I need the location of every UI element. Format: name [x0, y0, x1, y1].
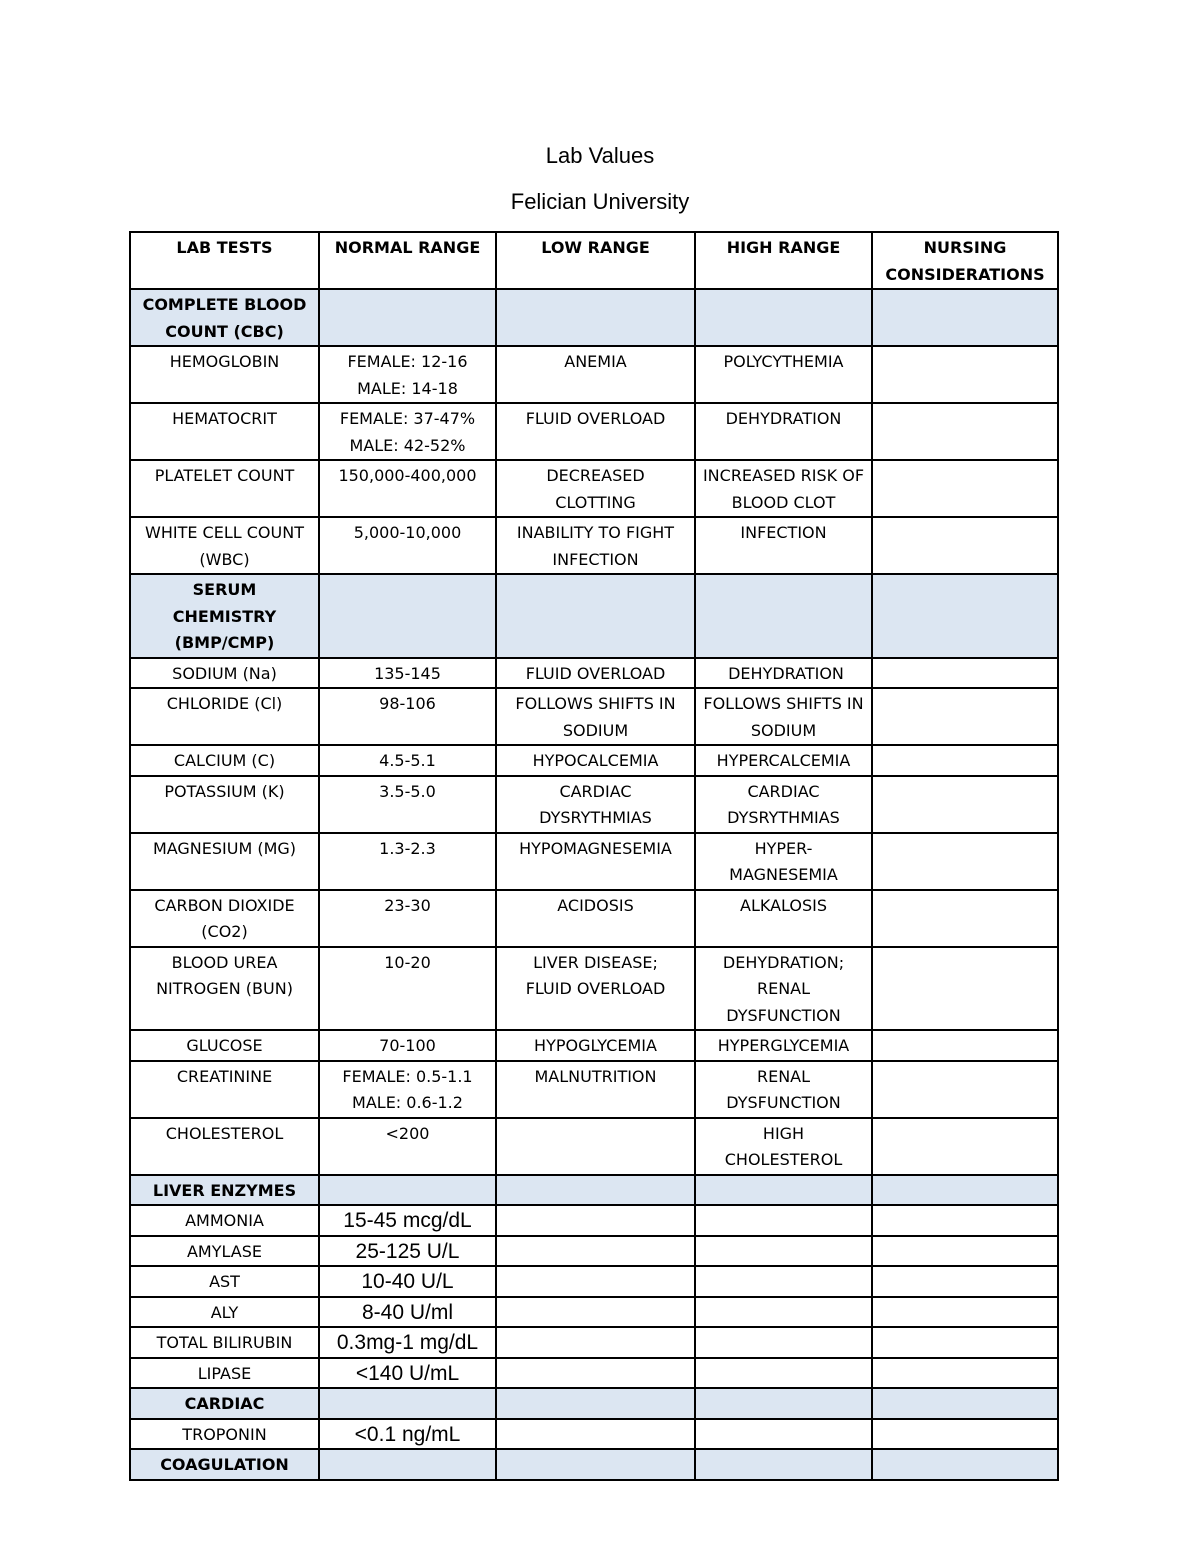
cell-nursing [872, 688, 1058, 745]
cell-low: FLUID OVERLOAD [496, 403, 695, 460]
empty-cell [496, 1388, 695, 1419]
cell-test: AST [130, 1266, 319, 1297]
cell-normal: 1.3-2.3 [319, 833, 496, 890]
cell-normal: 0.3mg-1 mg/dL [319, 1327, 496, 1358]
cell-high: POLYCYTHEMIA [695, 346, 872, 403]
cell-test: ALY [130, 1297, 319, 1328]
cell-low: HYPOCALCEMIA [496, 745, 695, 776]
cell-high [695, 1358, 872, 1389]
cell-low [496, 1266, 695, 1297]
cell-low: ACIDOSIS [496, 890, 695, 947]
cell-low [496, 1358, 695, 1389]
empty-cell [695, 1175, 872, 1206]
cell-nursing [872, 833, 1058, 890]
empty-cell [496, 289, 695, 346]
cell-high [695, 1266, 872, 1297]
table-row [130, 403, 1058, 460]
empty-cell [872, 1449, 1058, 1480]
section-title: LIVER ENZYMES [130, 1175, 319, 1206]
cell-nursing [872, 1118, 1058, 1175]
header-low-range: LOW RANGE [496, 232, 695, 289]
cell-low: DECREASED CLOTTING [496, 460, 695, 517]
cell-low [496, 1236, 695, 1267]
cell-nursing [872, 460, 1058, 517]
empty-cell [872, 1388, 1058, 1419]
cell-normal: 10-40 U/L [319, 1266, 496, 1297]
cell-nursing [872, 1030, 1058, 1061]
section-row-cbc [130, 289, 1058, 346]
cell-normal: 5,000-10,000 [319, 517, 496, 574]
cell-high [695, 1327, 872, 1358]
cell-low: HYPOGLYCEMIA [496, 1030, 695, 1061]
cell-low: CARDIAC DYSRYTHMIAS [496, 776, 695, 833]
cell-normal: 135-145 [319, 658, 496, 689]
cell-test: CARBON DIOXIDE (CO2) [130, 890, 319, 947]
cell-low: HYPOMAGNESEMIA [496, 833, 695, 890]
cell-low: FOLLOWS SHIFTS IN SODIUM [496, 688, 695, 745]
table-row [130, 745, 1058, 776]
cell-low: INABILITY TO FIGHT INFECTION [496, 517, 695, 574]
cell-normal: <140 U/mL [319, 1358, 496, 1389]
lab-values-table [129, 231, 1059, 1481]
cell-low: LIVER DISEASE; FLUID OVERLOAD [496, 947, 695, 1031]
cell-test: POTASSIUM (K) [130, 776, 319, 833]
empty-cell [695, 1449, 872, 1480]
table-row [130, 1205, 1058, 1236]
cell-low [496, 1297, 695, 1328]
cell-low [496, 1327, 695, 1358]
cell-low: FLUID OVERLOAD [496, 658, 695, 689]
header-nursing-considerations: NURSING CONSIDERATIONS [872, 232, 1058, 289]
cell-normal: 4.5-5.1 [319, 745, 496, 776]
section-row-coagulation [130, 1449, 1058, 1480]
cell-low: MALNUTRITION [496, 1061, 695, 1118]
cell-low: ANEMIA [496, 346, 695, 403]
cell-nursing [872, 346, 1058, 403]
table-row [130, 947, 1058, 1031]
cell-test: AMMONIA [130, 1205, 319, 1236]
cell-test: CHLORIDE (Cl) [130, 688, 319, 745]
cell-nursing [872, 1327, 1058, 1358]
section-row-cardiac [130, 1388, 1058, 1419]
cell-high [695, 1297, 872, 1328]
cell-nursing [872, 658, 1058, 689]
document-title: Lab Values [545, 143, 655, 168]
section-title: CARDIAC [130, 1388, 319, 1419]
cell-nursing [872, 1061, 1058, 1118]
cell-normal: 10-20 [319, 947, 496, 1031]
cell-test: CREATININE [130, 1061, 319, 1118]
header-high-range: HIGH RANGE [695, 232, 872, 289]
section-row-serum [130, 574, 1058, 658]
empty-cell [872, 574, 1058, 658]
empty-cell [319, 1175, 496, 1206]
section-title: COAGULATION [130, 1449, 319, 1480]
table-row [130, 1030, 1058, 1061]
cell-high: DEHYDRATION [695, 403, 872, 460]
cell-normal: 15-45 mcg/dL [319, 1205, 496, 1236]
empty-cell [872, 1175, 1058, 1206]
cell-high: HIGH CHOLESTEROL [695, 1118, 872, 1175]
cell-high: INCREASED RISK OF BLOOD CLOT [695, 460, 872, 517]
cell-test: PLATELET COUNT [130, 460, 319, 517]
cell-high [695, 1236, 872, 1267]
cell-test: CALCIUM (C) [130, 745, 319, 776]
cell-nursing [872, 1358, 1058, 1389]
cell-normal: FEMALE: 0.5-1.1 MALE: 0.6-1.2 [319, 1061, 496, 1118]
empty-cell [695, 574, 872, 658]
cell-high: HYPERGLYCEMIA [695, 1030, 872, 1061]
table-row [130, 1118, 1058, 1175]
empty-cell [319, 574, 496, 658]
cell-test: TOTAL BILIRUBIN [130, 1327, 319, 1358]
cell-nursing [872, 1297, 1058, 1328]
cell-nursing [872, 1236, 1058, 1267]
cell-normal: <200 [319, 1118, 496, 1175]
cell-high: INFECTION [695, 517, 872, 574]
cell-test: HEMATOCRIT [130, 403, 319, 460]
table-row [130, 688, 1058, 745]
table-row [130, 776, 1058, 833]
table-row [130, 1358, 1058, 1389]
empty-cell [319, 289, 496, 346]
cell-test: SODIUM (Na) [130, 658, 319, 689]
cell-low [496, 1419, 695, 1450]
cell-normal: FEMALE: 12-16 MALE: 14-18 [319, 346, 496, 403]
table-row [130, 890, 1058, 947]
cell-nursing [872, 517, 1058, 574]
cell-nursing [872, 1419, 1058, 1450]
header-lab-tests: LAB TESTS [130, 232, 319, 289]
cell-normal: 25-125 U/L [319, 1236, 496, 1267]
cell-normal: <0.1 ng/mL [319, 1419, 496, 1450]
section-title: SERUM CHEMISTRY (BMP/CMP) [130, 574, 319, 658]
cell-nursing [872, 1266, 1058, 1297]
cell-high: CARDIAC DYSRYTHMIAS [695, 776, 872, 833]
cell-high [695, 1205, 872, 1236]
cell-high: HYPER- MAGNESEMIA [695, 833, 872, 890]
table-row [130, 833, 1058, 890]
cell-high: DEHYDRATION; RENAL DYSFUNCTION [695, 947, 872, 1031]
section-title: COMPLETE BLOOD COUNT (CBC) [130, 289, 319, 346]
cell-nursing [872, 745, 1058, 776]
cell-test: TROPONIN [130, 1419, 319, 1450]
cell-normal: 70-100 [319, 1030, 496, 1061]
cell-test: MAGNESIUM (MG) [130, 833, 319, 890]
cell-nursing [872, 890, 1058, 947]
empty-cell [695, 289, 872, 346]
document-subtitle: Felician University [510, 189, 690, 214]
cell-high: HYPERCALCEMIA [695, 745, 872, 776]
cell-normal: 3.5-5.0 [319, 776, 496, 833]
cell-normal: 150,000-400,000 [319, 460, 496, 517]
cell-test: LIPASE [130, 1358, 319, 1389]
cell-nursing [872, 947, 1058, 1031]
header-row [130, 232, 1058, 289]
cell-normal: 23-30 [319, 890, 496, 947]
cell-normal: 8-40 U/ml [319, 1297, 496, 1328]
table-row [130, 517, 1058, 574]
empty-cell [319, 1388, 496, 1419]
empty-cell [496, 574, 695, 658]
cell-normal: FEMALE: 37-47% MALE: 42-52% [319, 403, 496, 460]
cell-test: AMYLASE [130, 1236, 319, 1267]
cell-normal: 98-106 [319, 688, 496, 745]
cell-high: FOLLOWS SHIFTS IN SODIUM [695, 688, 872, 745]
table-row [130, 1419, 1058, 1450]
cell-test: BLOOD UREA NITROGEN (BUN) [130, 947, 319, 1031]
table-row [130, 1061, 1058, 1118]
cell-nursing [872, 1205, 1058, 1236]
empty-cell [496, 1175, 695, 1206]
cell-low [496, 1118, 695, 1175]
cell-high: DEHYDRATION [695, 658, 872, 689]
cell-high: RENAL DYSFUNCTION [695, 1061, 872, 1118]
cell-test: HEMOGLOBIN [130, 346, 319, 403]
cell-low [496, 1205, 695, 1236]
cell-test: GLUCOSE [130, 1030, 319, 1061]
empty-cell [496, 1449, 695, 1480]
empty-cell [319, 1449, 496, 1480]
cell-test: CHOLESTEROL [130, 1118, 319, 1175]
section-row-liver [130, 1175, 1058, 1206]
empty-cell [695, 1388, 872, 1419]
cell-high [695, 1419, 872, 1450]
cell-test: WHITE CELL COUNT (WBC) [130, 517, 319, 574]
table-row [130, 346, 1058, 403]
table-row [130, 1297, 1058, 1328]
cell-nursing [872, 776, 1058, 833]
table-row [130, 460, 1058, 517]
table-row [130, 658, 1058, 689]
table-row [130, 1266, 1058, 1297]
cell-high: ALKALOSIS [695, 890, 872, 947]
cell-nursing [872, 403, 1058, 460]
table-row [130, 1236, 1058, 1267]
empty-cell [872, 289, 1058, 346]
header-normal-range: NORMAL RANGE [319, 232, 496, 289]
table-row [130, 1327, 1058, 1358]
